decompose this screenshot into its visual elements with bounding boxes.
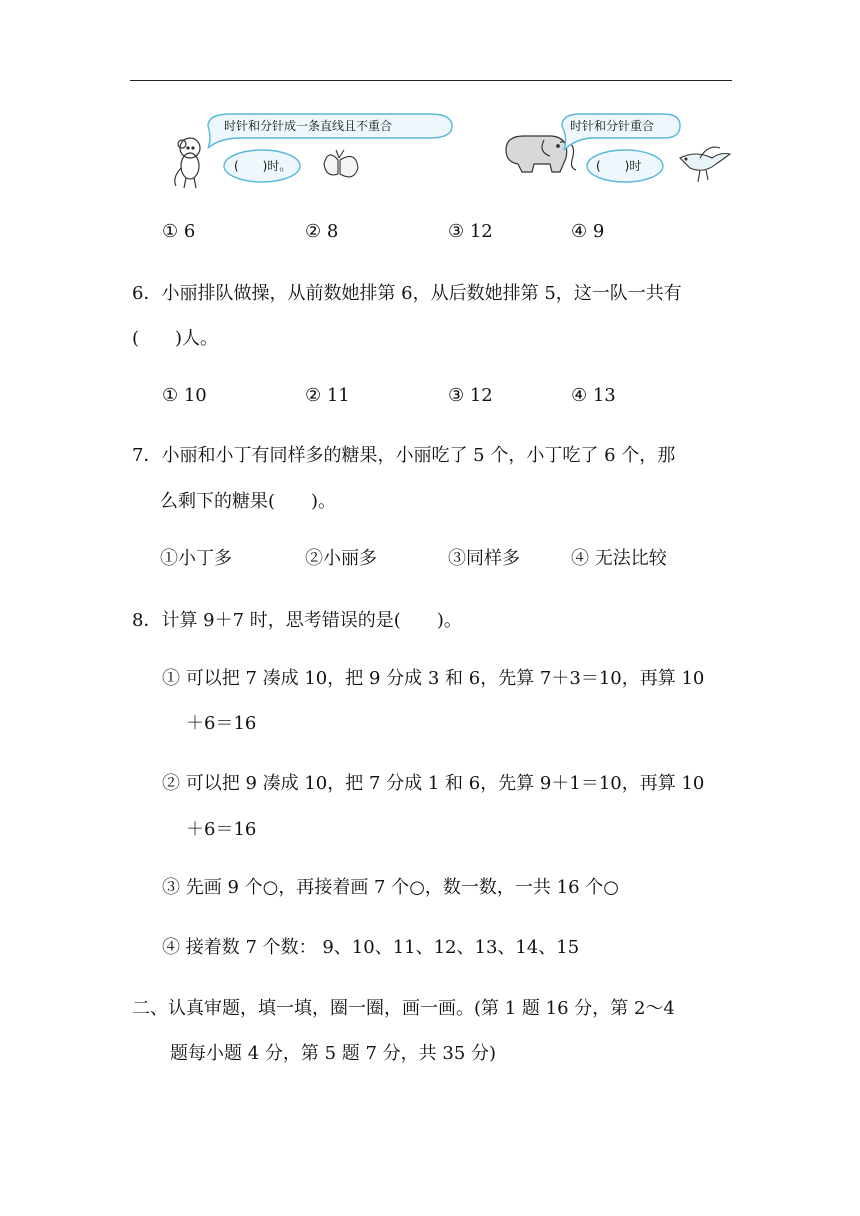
q8-option-1-line1: ① 可以把 7 凑成 10，把 9 分成 3 和 6，先算 7＋3＝10，再算 10	[162, 668, 705, 689]
q7-option-1: ①小丁多	[160, 548, 232, 569]
left-answer-text: ( )时。	[234, 159, 292, 173]
q7-stem-line2: 么剩下的糖果( )。	[160, 491, 337, 512]
q7-option-4: ④ 无法比较	[571, 548, 667, 569]
butterfly-icon	[324, 150, 358, 177]
right-speech-bubble	[562, 114, 680, 150]
q6-stem-line2: ( )人。	[132, 328, 219, 349]
q7-stem-line1: 7．小丽和小丁有同样多的糖果，小丽吃了 5 个，小丁吃了 6 个，那	[132, 445, 676, 466]
q8-option-2-line1: ② 可以把 9 凑成 10，把 7 分成 1 和 6，先算 9＋1＝10，再算 10	[162, 773, 705, 794]
q8-option-2-line2: ＋6＝16	[186, 819, 257, 840]
clock-illustration	[160, 108, 740, 194]
right-answer-cloud	[587, 150, 663, 182]
q8-stem: 8．计算 9＋7 时，思考错误的是( )。	[132, 610, 462, 631]
bird-icon	[680, 147, 730, 182]
q7-option-3: ③同样多	[448, 548, 520, 569]
q6-option-2: ② 11	[305, 385, 350, 406]
q5-option-4: ④ 9	[571, 221, 605, 242]
q5-option-3: ③ 12	[448, 221, 493, 242]
q5-option-2: ② 8	[305, 221, 339, 242]
left-answer-cloud	[224, 150, 300, 182]
q8-option-1-line2: ＋6＝16	[186, 713, 257, 734]
section2-heading-line2: 题每小题 4 分，第 5 题 7 分，共 35 分)	[170, 1043, 497, 1064]
q6-option-4: ④ 13	[571, 385, 616, 406]
q7-option-2: ②小丽多	[305, 548, 377, 569]
q6-option-1: ① 10	[162, 385, 207, 406]
q8-option-4: ④ 接着数 7 个数： 9、10、11、12、13、14、15	[162, 937, 580, 958]
q6-option-3: ③ 12	[448, 385, 493, 406]
section2-heading-line1: 二、认真审题，填一填，圈一圈，画一画。(第 1 题 16 分，第 2～4	[132, 998, 675, 1019]
q6-stem-line1: 6．小丽排队做操，从前数她排第 6，从后数她排第 5，这一队一共有	[132, 283, 682, 304]
monkey-icon	[175, 138, 200, 188]
right-bubble-text: 时针和分针重合	[570, 119, 655, 133]
q8-option-3: ③ 先画 9 个○，再接着画 7 个○，数一数，一共 16 个○	[162, 877, 619, 898]
left-bubble-text: 时针和分针成一条直线且不重合	[224, 119, 393, 133]
q5-option-1: ① 6	[162, 221, 196, 242]
right-answer-text: ( )时	[596, 159, 642, 173]
left-speech-bubble	[208, 114, 452, 148]
top-rule	[130, 80, 732, 81]
